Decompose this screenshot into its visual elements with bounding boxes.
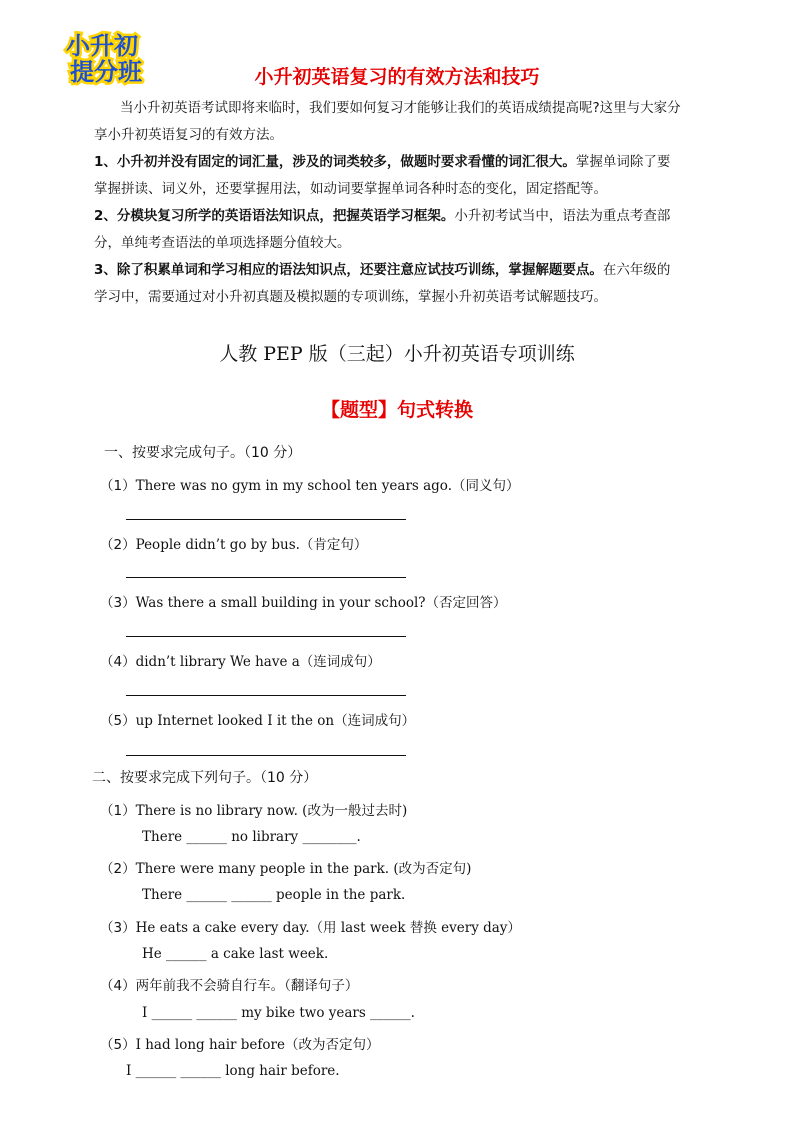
part2-question-3 <box>100 916 521 936</box>
fill-blank-2[interactable]: There ______ ______ people in the park. <box>142 887 406 903</box>
part1-question-4 <box>100 650 381 670</box>
subtitle: 人教 PEP 版（三起）小升初英语专项训练 <box>219 343 575 365</box>
fill-blank-5[interactable]: I ______ ______ long hair before. <box>126 1063 340 1079</box>
question-text: There is no library now. (改为一般过去时) <box>135 803 408 819</box>
part1-question-1 <box>100 474 520 494</box>
fill-blank-4[interactable]: I ______ ______ my bike two years ______. <box>142 1005 415 1021</box>
question-number: （2） <box>100 861 136 877</box>
question-number: （5） <box>100 1037 136 1053</box>
section-title: 【题型】句式转换 <box>320 399 473 421</box>
intro-p3-rest: 小升初考试当中，语法为重点考查部 <box>454 208 671 224</box>
question-number: （3） <box>100 595 136 611</box>
intro-p2-bold: 1、小升初并没有固定的词汇量，涉及的词类较多，做题时要求看懂的词汇很大。 <box>94 154 576 170</box>
question-number: （1） <box>100 478 136 494</box>
part1-question-3 <box>100 591 507 611</box>
answer-line-2[interactable] <box>126 577 406 578</box>
question-text: didn’t library We have a（连词成句） <box>135 654 381 670</box>
logo-line-2: 提分班 <box>70 58 142 86</box>
question-number: （1） <box>100 803 136 819</box>
answer-line-4[interactable] <box>126 695 406 696</box>
part2-question-1 <box>100 799 407 819</box>
answer-line-3[interactable] <box>126 636 406 637</box>
part1-question-2 <box>100 533 367 553</box>
answer-line-5[interactable] <box>126 755 406 756</box>
part1-heading: 一、按要求完成句子。（10 分） <box>104 445 302 461</box>
intro-p3-bold: 2、分模块复习所学的英语语法知识点，把握英语学习框架。 <box>94 208 455 224</box>
question-text: People didn’t go by bus.（肯定句） <box>135 537 368 553</box>
intro-p3-line1 <box>94 207 670 225</box>
intro-p2-rest: 掌握单词除了要 <box>575 154 671 170</box>
fill-blank-3[interactable]: He ______ a cake last week. <box>142 946 329 962</box>
question-number: （5） <box>100 713 136 729</box>
question-text: He eats a cake every day.（用 last week 替换 every day） <box>135 920 521 936</box>
question-number: （4） <box>100 654 136 670</box>
question-text: up Internet looked I it the on（连词成句） <box>135 713 416 729</box>
part2-question-4 <box>100 974 358 994</box>
question-number: （4） <box>100 978 136 994</box>
question-text: There was no gym in my school ten years ago.（同义句） <box>135 478 520 494</box>
part2-question-2 <box>100 857 471 877</box>
answer-line-1[interactable] <box>126 519 406 520</box>
part1-question-5 <box>100 709 415 729</box>
intro-p4-line1 <box>94 261 670 279</box>
intro-p4-bold: 3、除了积累单词和学习相应的语法知识点，还要注意应试技巧训练，掌握解题要点。 <box>94 262 603 278</box>
intro-p2-line1 <box>94 153 670 171</box>
question-text: There were many people in the park. (改为否定句) <box>135 861 472 877</box>
part2-heading: 二、按要求完成下列句子。（10 分） <box>92 770 318 786</box>
intro-p4-rest: 在六年级的 <box>602 262 671 278</box>
part2-question-5 <box>100 1033 379 1053</box>
page-title: 小升初英语复习的有效方法和技巧 <box>254 66 540 88</box>
intro-p1-line2: 享小升初英语复习的有效方法。 <box>94 127 283 143</box>
question-text: Was there a small building in your school?（否定回答） <box>135 595 507 611</box>
intro-p2-line2: 掌握拼读、词义外，还要掌握用法，如动词要掌握单词各种时态的变化，固定搭配等。 <box>94 181 607 197</box>
question-text: 两年前我不会骑自行车。（翻译句子） <box>135 978 359 994</box>
intro-p4-line2: 学习中，需要通过对小升初真题及模拟题的专项训练，掌握小升初英语考试解题技巧。 <box>94 289 607 305</box>
question-text: I had long hair before（改为否定句） <box>135 1037 380 1053</box>
question-number: （3） <box>100 920 136 936</box>
question-number: （2） <box>100 537 136 553</box>
fill-blank-1[interactable]: There ______ no library ________. <box>142 829 361 845</box>
intro-p3-line2: 分，单纯考查语法的单项选择题分值较大。 <box>94 235 351 251</box>
logo-line-1: 小升初 <box>66 32 138 60</box>
intro-p1-line1: 当小升初英语考试即将来临时，我们要如何复习才能够让我们的英语成绩提高呢?这里与大家分 <box>120 100 681 116</box>
